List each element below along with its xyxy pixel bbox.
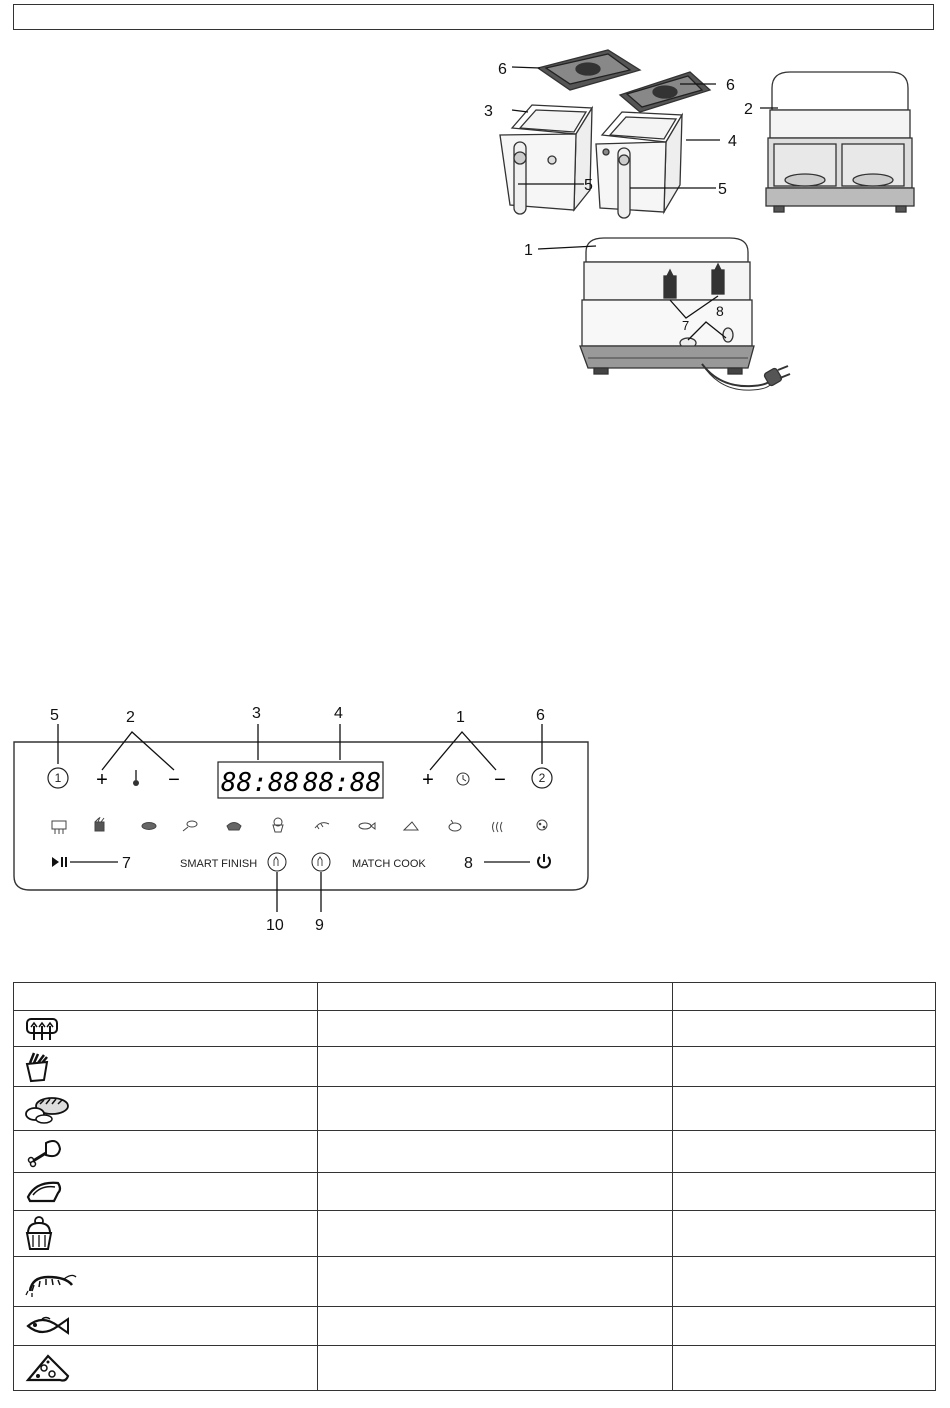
table-cell xyxy=(673,1257,936,1307)
display-left-readout: 88:88 xyxy=(220,768,300,798)
panel-callout-3: 3 xyxy=(252,705,261,722)
table-cell xyxy=(318,1087,673,1131)
callout-7: 7 xyxy=(682,318,690,333)
table-cell xyxy=(673,1307,936,1346)
table-row xyxy=(14,1131,936,1173)
preheat-icon xyxy=(24,1016,60,1042)
callout-6a: 6 xyxy=(498,61,507,78)
table-cell xyxy=(673,1087,936,1131)
table-cell xyxy=(318,1257,673,1307)
table-row xyxy=(14,1257,936,1307)
table-cell xyxy=(673,1047,936,1087)
steak-icon xyxy=(24,1179,64,1205)
match-cook-label: MATCH COOK xyxy=(352,858,426,870)
preset-steak-icon[interactable] xyxy=(227,823,241,831)
basket-right xyxy=(596,112,682,218)
table-cell xyxy=(673,1346,936,1391)
table-cell xyxy=(673,1173,936,1211)
table-cell xyxy=(318,1131,673,1173)
header-cell-2 xyxy=(318,983,673,1011)
fish-icon xyxy=(24,1313,72,1339)
svg-text:2: 2 xyxy=(538,771,546,785)
air-fryer-front-view xyxy=(766,72,914,212)
table-cell xyxy=(318,1173,673,1211)
basket-left xyxy=(500,105,592,214)
table-row xyxy=(14,1346,936,1391)
panel-callout-10: 10 xyxy=(266,917,284,934)
bread-icon xyxy=(24,1094,70,1124)
table-cell xyxy=(318,1011,673,1047)
match-cook-button[interactable] xyxy=(312,853,330,871)
product-figure xyxy=(484,40,930,410)
preset-bread-icon[interactable] xyxy=(142,823,156,830)
panel-callout-7: 7 xyxy=(122,855,131,872)
table-cell xyxy=(673,1211,936,1257)
table-row xyxy=(14,1011,936,1047)
basket-2-button[interactable] xyxy=(532,768,552,788)
table-row xyxy=(14,1087,936,1131)
table-cell xyxy=(318,1307,673,1346)
time-plus-button[interactable]: + xyxy=(422,769,434,791)
callout-2: 2 xyxy=(744,101,753,118)
cooking-modes-table xyxy=(13,982,936,1391)
header-cell-1 xyxy=(14,983,318,1011)
callout-8: 8 xyxy=(716,303,724,319)
temp-plus-button[interactable]: + xyxy=(96,769,108,791)
table-cell xyxy=(673,1011,936,1047)
chicken-drumstick-icon xyxy=(24,1137,64,1167)
smart-finish-button[interactable] xyxy=(268,853,286,871)
table-row xyxy=(14,1047,936,1087)
table-cell xyxy=(673,1131,936,1173)
panel-callout-8: 8 xyxy=(464,855,473,872)
callout-6b: 6 xyxy=(726,77,735,94)
control-panel-figure xyxy=(10,700,595,940)
callout-3: 3 xyxy=(484,103,493,120)
header-cell-3 xyxy=(673,983,936,1011)
display-right-readout: 88:88 xyxy=(302,768,382,798)
shrimp-icon xyxy=(24,1267,78,1297)
fries-icon xyxy=(24,1051,52,1083)
table-row xyxy=(14,1173,936,1211)
table-cell xyxy=(318,1047,673,1087)
crisper-plate-right xyxy=(620,72,710,112)
svg-text:1: 1 xyxy=(54,771,62,785)
lcd-display xyxy=(218,762,383,798)
table-header-row xyxy=(14,983,936,1011)
table-row xyxy=(14,1211,936,1257)
panel-callout-6: 6 xyxy=(536,707,545,724)
panel-callout-1: 1 xyxy=(456,709,465,726)
header-bar xyxy=(13,4,934,30)
callout-1: 1 xyxy=(524,242,533,259)
air-fryer-rear-view xyxy=(580,238,790,390)
crisper-plate-left xyxy=(538,50,640,90)
panel-callout-9: 9 xyxy=(315,917,324,934)
table-cell xyxy=(318,1346,673,1391)
panel-callout-2: 2 xyxy=(126,709,135,726)
cupcake-icon xyxy=(24,1215,54,1253)
callout-5a: 5 xyxy=(584,177,593,194)
table-cell xyxy=(318,1211,673,1257)
pizza-icon xyxy=(24,1352,72,1384)
temp-minus-button[interactable]: − xyxy=(168,769,180,791)
callout-4: 4 xyxy=(728,133,737,150)
panel-callout-5: 5 xyxy=(50,707,59,724)
panel-callout-4: 4 xyxy=(334,705,343,722)
smart-finish-label: SMART FINISH xyxy=(180,858,258,870)
table-row xyxy=(14,1307,936,1346)
callout-5b: 5 xyxy=(718,181,727,198)
basket-1-button[interactable] xyxy=(48,768,68,788)
time-minus-button[interactable]: − xyxy=(494,769,506,791)
